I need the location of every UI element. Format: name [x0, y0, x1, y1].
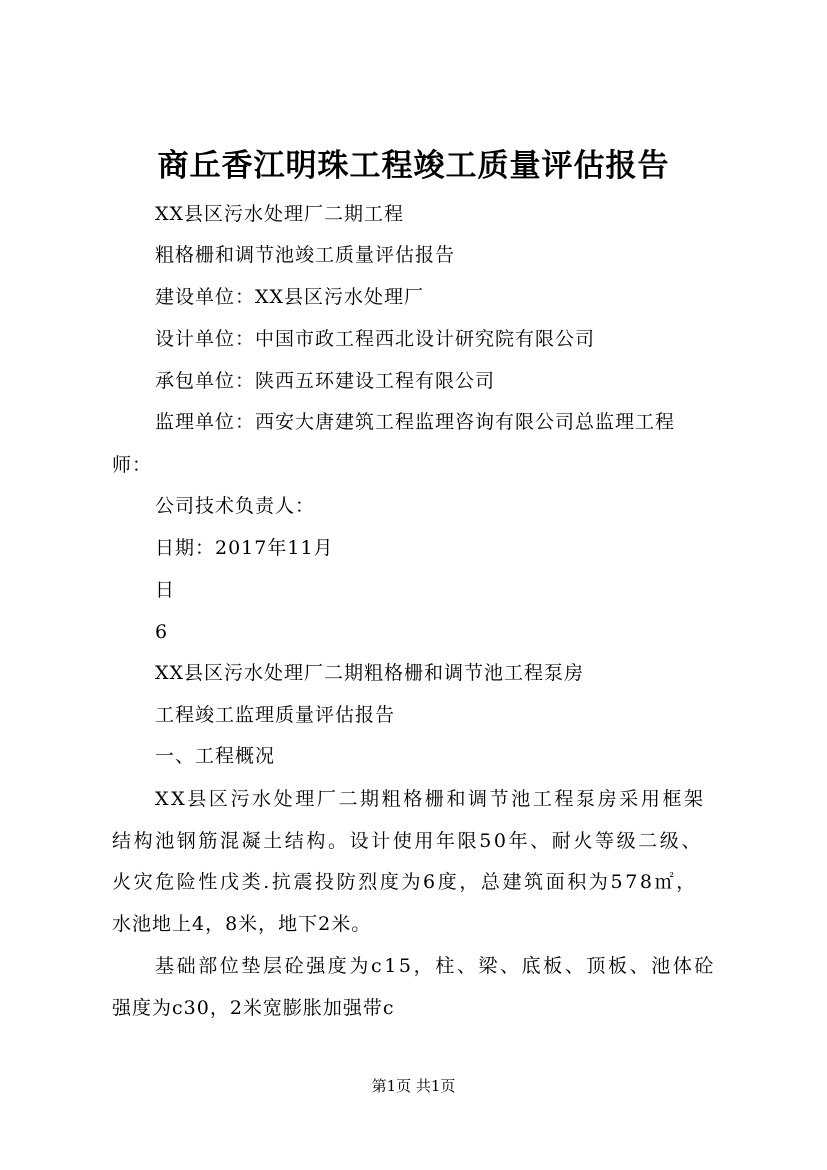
document-title: 商丘香江明珠工程竣工质量评估报告	[157, 148, 670, 184]
section-project-title: XX县区污水处理厂二期粗格栅和调节池工程泵房	[155, 662, 585, 684]
supervision-unit: 监理单位：西安大唐建筑工程监理咨询有限公司总监理工程	[155, 411, 676, 433]
date-day: 日	[155, 579, 176, 601]
supervision-unit-continued: 师：	[112, 454, 153, 476]
page-marker: 6	[155, 621, 169, 643]
page-footer: 第1页 共1页	[371, 1077, 456, 1095]
contractor-unit: 承包单位：陕西五环建设工程有限公司	[155, 370, 496, 392]
section-report-title: 工程竣工监理质量评估报告	[155, 704, 396, 726]
paragraph-line-1: XX县区污水处理厂二期粗格栅和调节池工程泵房采用框架	[155, 788, 706, 810]
paragraph2-line-2: 强度为c30，2米宽膨胀加强带c	[112, 997, 395, 1019]
design-unit: 设计单位：中国市政工程西北设计研究院有限公司	[155, 328, 596, 350]
report-subtitle: 粗格栅和调节池竣工质量评估报告	[155, 244, 456, 266]
paragraph-line-2: 结构池钢筋混凝土结构。设计使用年限50年、耐火等级二级、	[112, 830, 703, 852]
paragraph-line-4: 水池地上4，8米，地下2米。	[112, 913, 372, 935]
project-name: XX县区污水处理厂二期工程	[155, 203, 405, 225]
date-line: 日期：2017年11月	[155, 537, 334, 559]
section-heading: 一、工程概况	[155, 745, 276, 767]
paragraph2-line-1: 基础部位垫层砼强度为c15，柱、梁、底板、顶板、池体砼	[155, 955, 717, 977]
construction-unit: 建设单位：XX县区污水处理厂	[155, 286, 425, 308]
technical-lead: 公司技术负责人：	[155, 495, 316, 517]
paragraph-line-3: 火灾危险性戊类.抗震投防烈度为6度，总建筑面积为578㎡，	[112, 871, 698, 893]
